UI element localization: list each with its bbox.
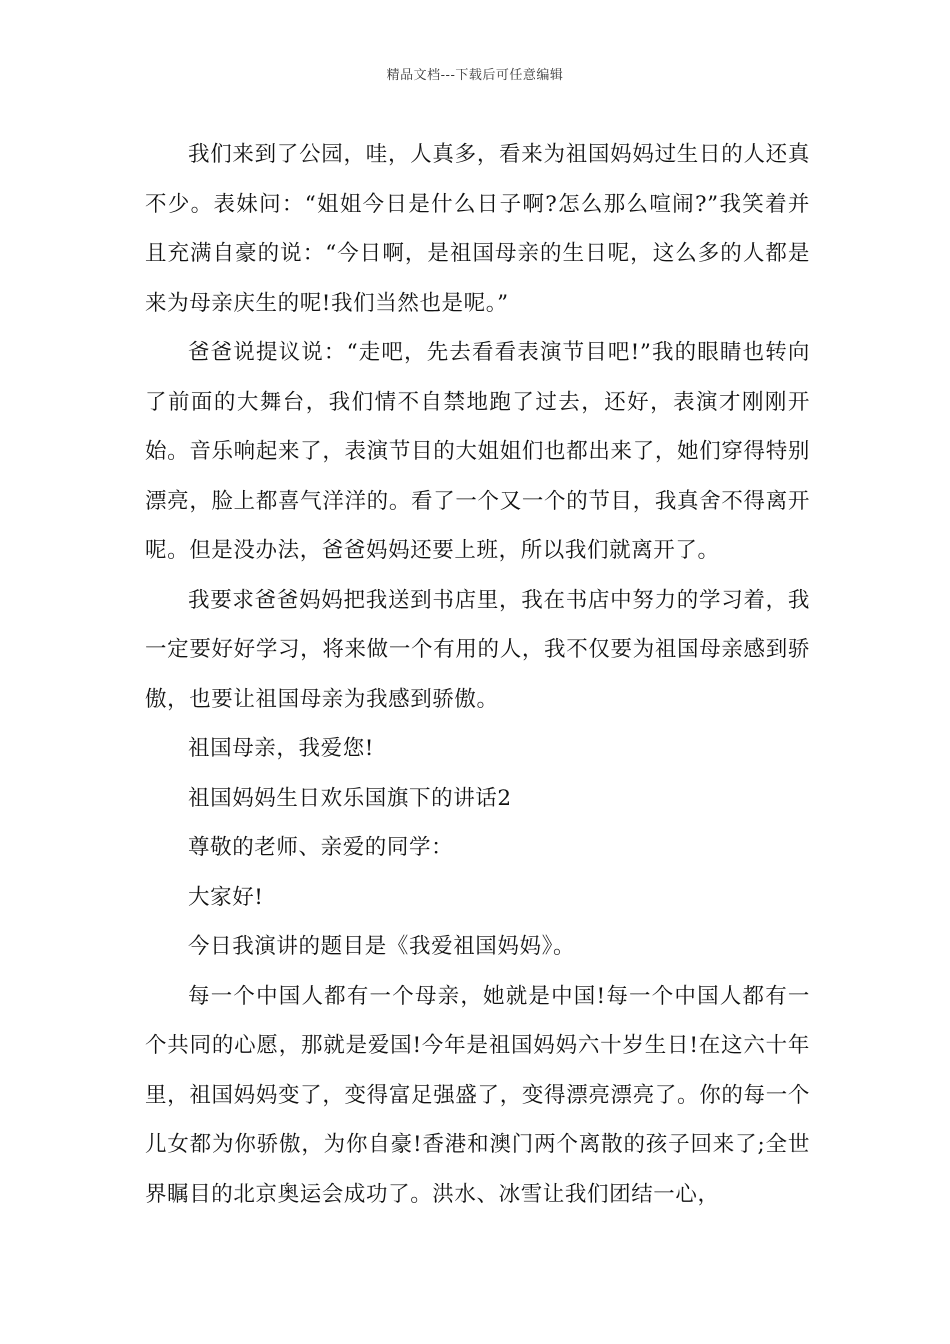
greeting: 大家好!: [188, 884, 264, 910]
paragraph: 祖国母亲，我爱您!: [188, 736, 375, 761]
paragraph: 我要求爸爸妈妈把我送到书店里，我在书店中努力的学习着，我一定要好好学习，将来做一个有用的人，我不仅要为祖国母亲感到骄傲，也要让祖国母亲为我感到骄傲。: [145, 587, 810, 712]
document-body: [145, 130, 810, 1219]
section-title: 祖国妈妈生日欢乐国旗下的讲话2: [188, 785, 512, 811]
paragraph: 每一个中国人都有一个母亲，她就是中国!每一个中国人都有一个共同的心愿，那就是爱国!今年是祖国妈妈六十岁生日!在这六十年里，祖国妈妈变了，变得富足强盛了，变得漂亮漂亮了。你的每一个儿女都为你骄傲，为你自豪!香港和澳门两个离散的孩子回来了;全世界瞩目的北京奥运会成功了。洪水、冰雪让我们团结一心，: [145, 983, 810, 1207]
salutation: 尊敬的老师、亲爱的同学：: [188, 835, 454, 860]
page-header: 精品文档---下载后可任意编辑: [386, 68, 564, 83]
paragraph: 今日我演讲的题目是《我爱祖国妈妈》。: [188, 934, 576, 959]
paragraph: 我们来到了公园，哇，人真多，看来为祖国妈妈过生日的人还真不少。表妹问：“姐姐今日是什么日子啊?怎么那么喧闹?”我笑着并且充满自豪的说：“今日啊，是祖国母亲的生日呢，这么多的人都是来为母亲庆生的呢!我们当然也是呢。”: [145, 142, 810, 316]
paragraph: 爸爸说提议说：“走吧，先去看看表演节目吧!”我的眼睛也转向了前面的大舞台，我们情不自禁地跑了过去，还好，表演才刚刚开始。音乐响起来了，表演节目的大姐姐们也都出来了，她们穿得特别漂亮，脸上都喜气洋洋的。看了一个又一个的节目，我真舍不得离开呢。但是没办法，爸爸妈妈还要上班，所以我们就离开了。: [145, 340, 810, 563]
